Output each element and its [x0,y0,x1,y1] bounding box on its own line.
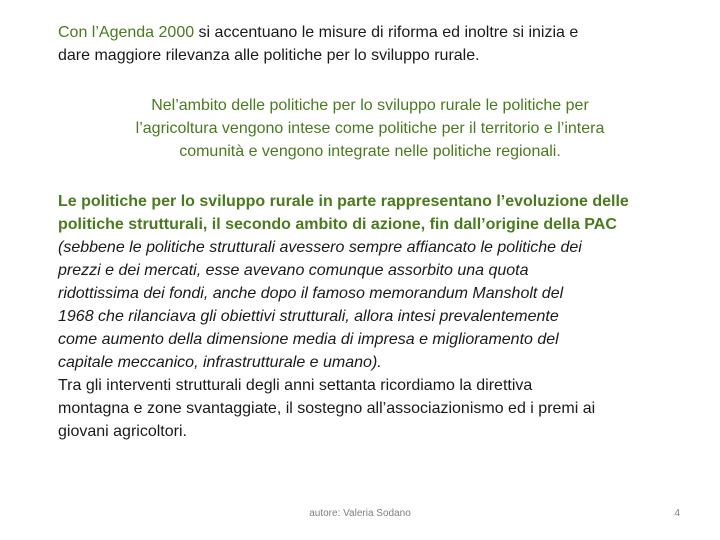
italic-line-1: (sebbene le politiche strutturali avessero sempre affiancato le politiche dei [58,239,582,256]
italic-line-4: 1968 che rilanciava gli obiettivi strutturali, allora intesi prevalentemente [58,308,559,325]
intro-line-1 [58,21,678,44]
page-number: 4 [674,508,680,519]
italic-line-3: ridottissima dei fondi, anche dopo il famoso memorandum Mansholt del [58,285,564,302]
footer-author: autore: Valeria Sodano [309,508,411,519]
bold-line-1: Le politiche per lo sviluppo rurale in parte rappresentano l’evoluzione delle [58,193,629,210]
rural-development-paragraph [70,94,670,163]
intro-line-2: dare maggiore rilevanza alle politiche per lo sviluppo rurale. [58,47,480,64]
rural-line-3: comunità e vengono integrate nelle politiche regionali. [179,143,561,160]
structural-policies-paragraph [58,190,698,443]
plain-line-2: montagna e zone svantaggiate, il sostegno all’associazionismo ed i premi ai [58,400,596,417]
rural-line-2: l’agricoltura vengono intese come politiche per il territorio e l’intera [135,120,605,137]
plain-line-3: giovani agricoltori. [58,423,187,440]
italic-line-6: capitale meccanico, infrastrutturale e umano). [58,354,382,371]
intro-line-1-rest: si accentuano le misure di riforma ed inoltre si inizia e [194,24,579,41]
agenda-2000-highlight: Con l’Agenda 2000 [58,24,195,41]
bold-line-2: politiche strutturali, il secondo ambito di azione, fin dall’origine della PAC [58,216,617,233]
rural-line-1: Nel’ambito delle politiche per lo sviluppo rurale le politiche per [151,97,589,114]
plain-line-1: Tra gli interventi strutturali degli anni settanta ricordiamo la direttiva [58,377,533,394]
intro-paragraph [58,21,678,67]
italic-line-2: prezzi e dei mercati, esse avevano comunque assorbito una quota [58,262,529,279]
italic-line-5: come aumento della dimensione media di impresa e miglioramento del [58,331,559,348]
